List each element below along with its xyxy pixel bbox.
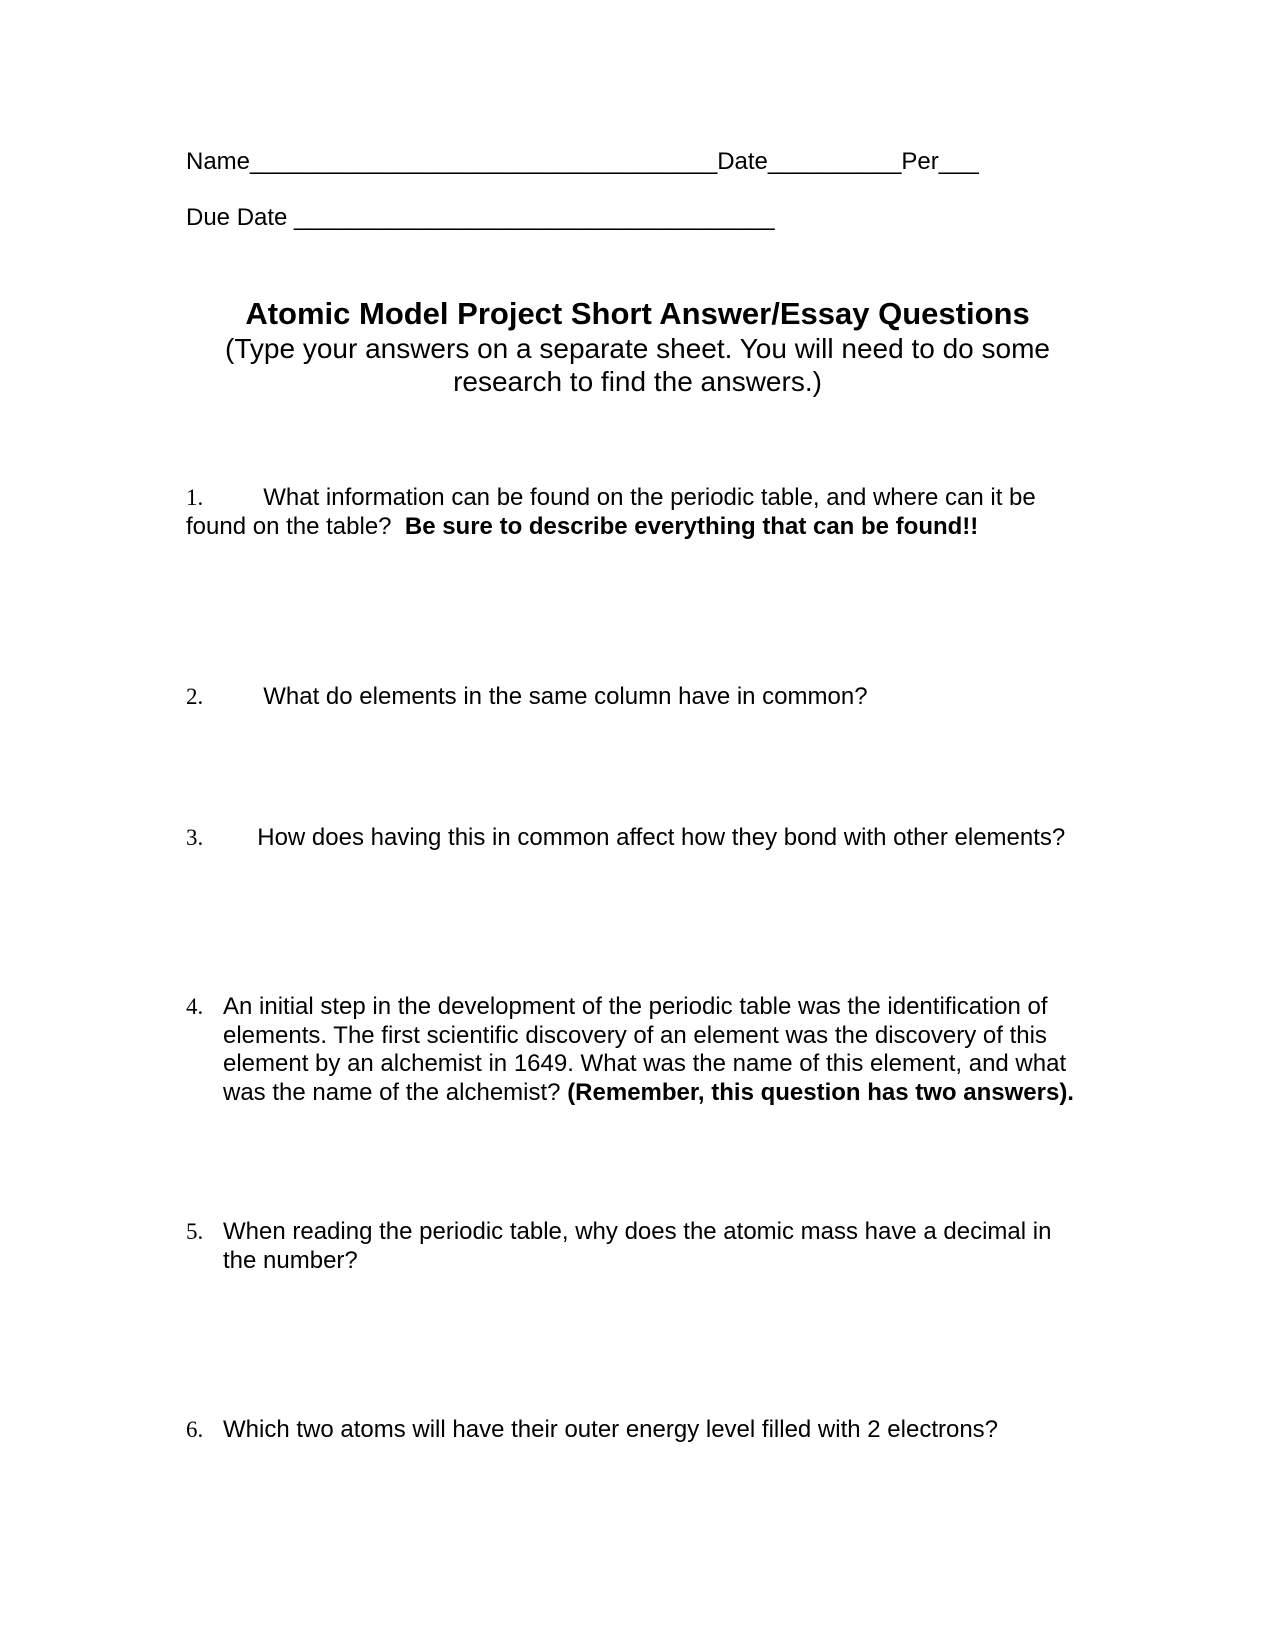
due-date-line: Due Date ____________________________________ <box>186 204 775 231</box>
question-6 <box>186 1416 1086 1445</box>
name-date-period-line: Name___________________________________Date__________Per___ <box>186 148 979 175</box>
question-3 <box>186 824 1086 853</box>
question-text: Which two atoms will have their outer energy level filled with 2 electrons? <box>223 1416 999 1443</box>
question-text: What information can be found on the periodic table, and where can it be found on the table? <box>186 484 1036 540</box>
question-number: 2. <box>186 684 204 709</box>
question-number: 4. <box>186 994 204 1019</box>
question-emphasis: Be sure to describe everything that can be found!! <box>404 512 979 540</box>
question-4 <box>186 993 1086 1107</box>
page-title: Atomic Model Project Short Answer/Essay Questions <box>245 296 1030 331</box>
question-text: An initial step in the development of the periodic table was the identification of elements. The first scientific discovery of an element was the discovery of this element by an alchemist in 1649. What was the name of this element, and what was the name of the alchemist? <box>223 993 1067 1106</box>
question-1 <box>186 484 1086 541</box>
question-text: How does having this in common affect how they bond with other elements? <box>257 824 1066 851</box>
question-number: 5. <box>186 1219 204 1244</box>
title-block <box>150 296 1125 398</box>
question-text: When reading the periodic table, why does the atomic mass have a decimal in the number? <box>223 1218 1052 1274</box>
question-number: 1. <box>186 485 204 510</box>
question-2 <box>186 683 1086 712</box>
question-5 <box>186 1218 1086 1275</box>
question-emphasis: (Remember, this question has two answers). <box>567 1078 1074 1106</box>
question-text: What do elements in the same column have in common? <box>263 683 868 710</box>
subtitle-line-2: research to find the answers.) <box>453 366 822 397</box>
subtitle-line-1: (Type your answers on a separate sheet. You will need to do some <box>225 333 1050 364</box>
question-number: 3. <box>186 825 204 850</box>
question-number: 6. <box>186 1417 204 1442</box>
